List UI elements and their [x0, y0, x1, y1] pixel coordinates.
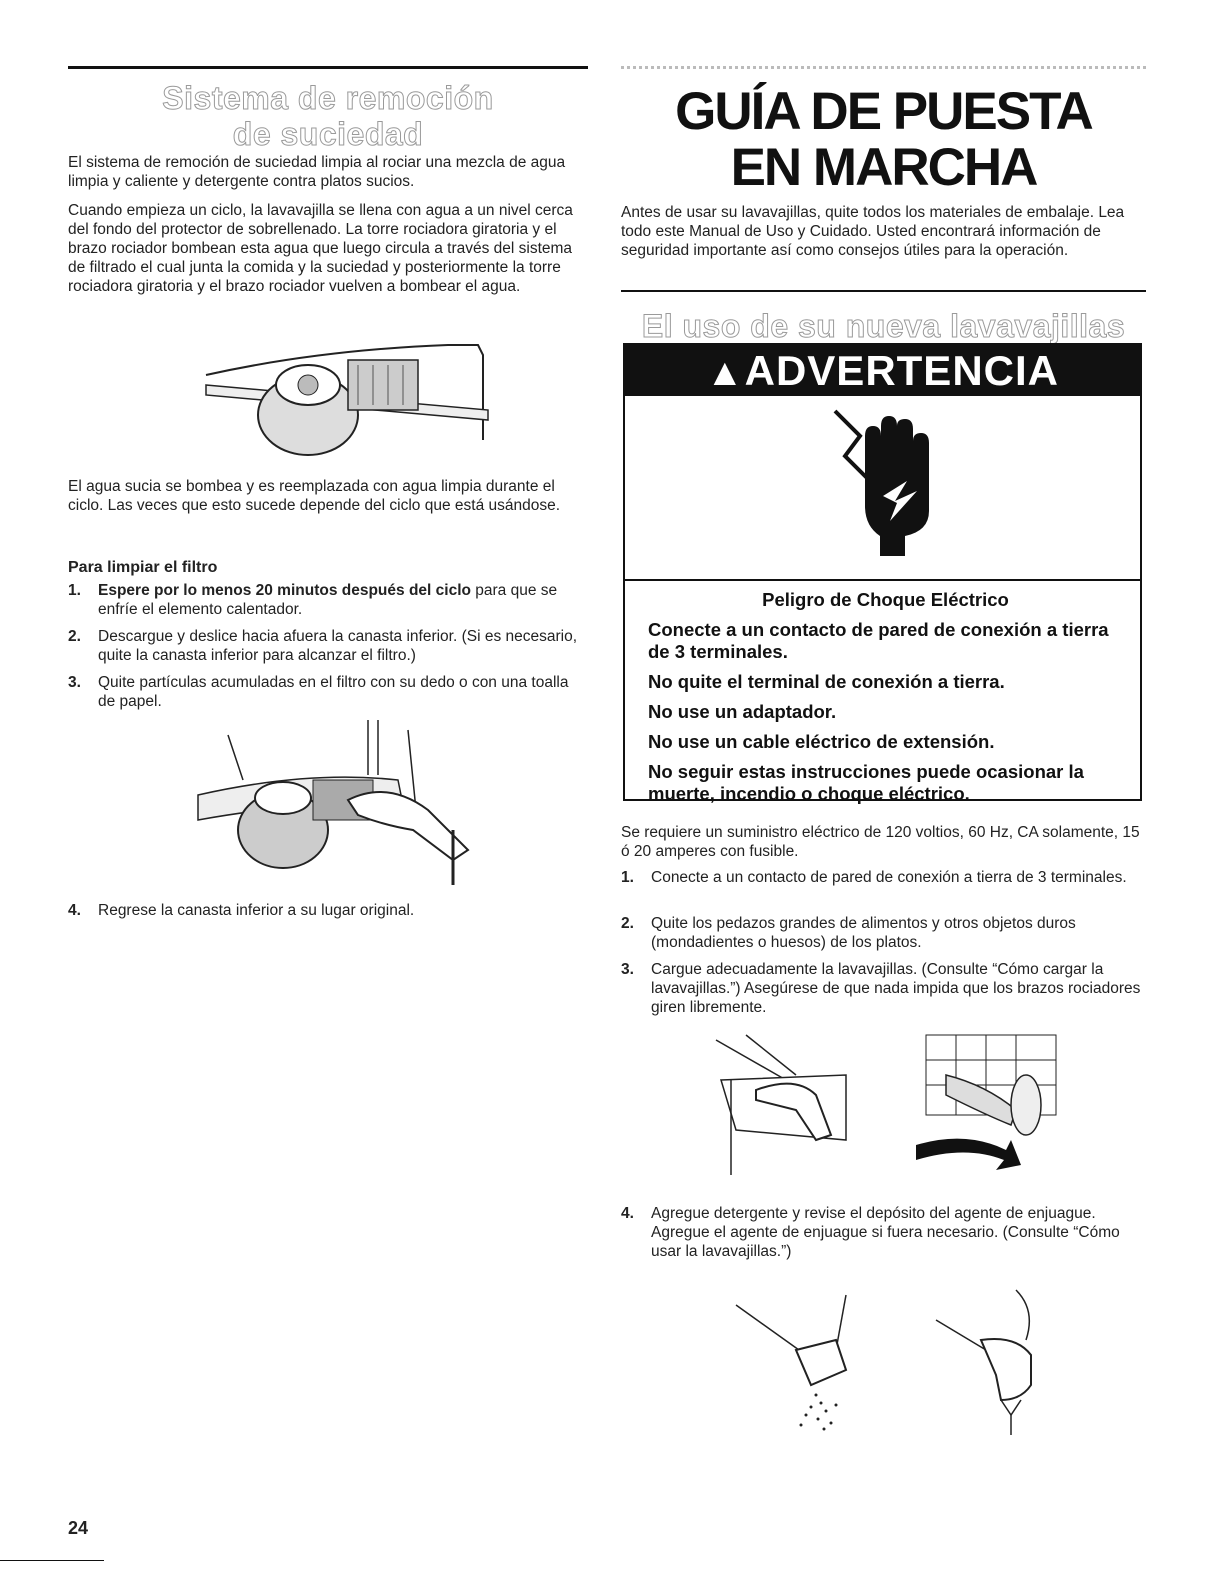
scraping-plate-illustration	[716, 1035, 876, 1180]
warning-box	[623, 343, 1142, 804]
section-title-soil-removal	[68, 80, 588, 152]
warning-triangle-icon: ▲	[706, 352, 745, 394]
detergent-pouring-illustration	[736, 1295, 886, 1435]
spray-arm-illustration	[198, 335, 488, 465]
paragraph-intro-right: Antes de usar su lavavajillas, quite todos los materiales de embalaje. Lea todo este Manual de Uso y Cuidado. Usted encontrará información de seguridad importante así como consejos útiles para la operación.	[621, 204, 1125, 259]
section-title-line2: de suciedad	[232, 116, 424, 152]
warning-heading: Peligro de Choque Eléctrico	[762, 589, 1009, 610]
paragraph-dirty-water: El agua sucia se bombea y es reemplazada con agua limpia durante el ciclo. Las veces que esto sucede depende del ciclo que está usándose.	[68, 478, 561, 514]
section-title-line1: Sistema de remoción	[162, 80, 494, 116]
paragraph-cycle: Cuando empieza un ciclo, la lavavajilla se llena con agua a un nivel cerca del fondo del protector de sobrellenado. La torre rociadora giratoria y el brazo rociador bombean esta agua que luego circula a través del sistema de filtrado el cual junta la comida y la suciedad y posteriormente la torre rociadora giratoria y el brazo rociador vuelven a bombear el agua.	[68, 202, 573, 295]
warning-text	[648, 589, 1123, 805]
filter-heading: Para limpiar el filtro	[68, 559, 218, 576]
page-number: 24	[68, 1518, 89, 1538]
top-rule-right	[621, 66, 1146, 69]
section-rule	[621, 290, 1146, 292]
section-title-using-dishwasher: El uso de su nueva lavavajillas	[641, 308, 1126, 344]
electric-shock-hand-icon	[825, 411, 945, 561]
paragraph-intro: El sistema de remoción de suciedad limpia al rociar una mezcla de agua limpia y caliente y detergente contra platos sucios.	[68, 154, 566, 190]
warning-line: No use un adaptador.	[648, 701, 837, 722]
warning-line: No seguir estas instrucciones puede ocasionar la muerte, incendio o choque eléctrico.	[648, 761, 1084, 804]
page-title-line2: EN MARCHA	[730, 138, 1037, 197]
warning-line: No use un cable eléctrico de extensión.	[648, 731, 995, 752]
power-requirement: Se requiere un suministro eléctrico de 120 voltios, 60 Hz, CA solamente, 15 ó 20 amperes con fusible.	[621, 824, 1140, 860]
warning-line: No quite el terminal de conexión a tierra.	[648, 671, 1005, 692]
top-rule-left	[68, 66, 588, 69]
warning-header: ▲ADVERTENCIA	[625, 345, 1140, 396]
page-title	[621, 84, 1146, 196]
rinse-agent-illustration	[926, 1290, 1056, 1440]
footer-rule	[0, 1560, 104, 1561]
filter-cleaning-illustration	[188, 720, 488, 890]
loading-rack-illustration	[916, 1035, 1066, 1180]
page-title-line1: GUÍA DE PUESTA	[675, 82, 1092, 141]
warning-line: Conecte a un contacto de pared de conexión a tierra de 3 terminales.	[648, 619, 1109, 662]
warning-illustration	[625, 396, 1140, 581]
